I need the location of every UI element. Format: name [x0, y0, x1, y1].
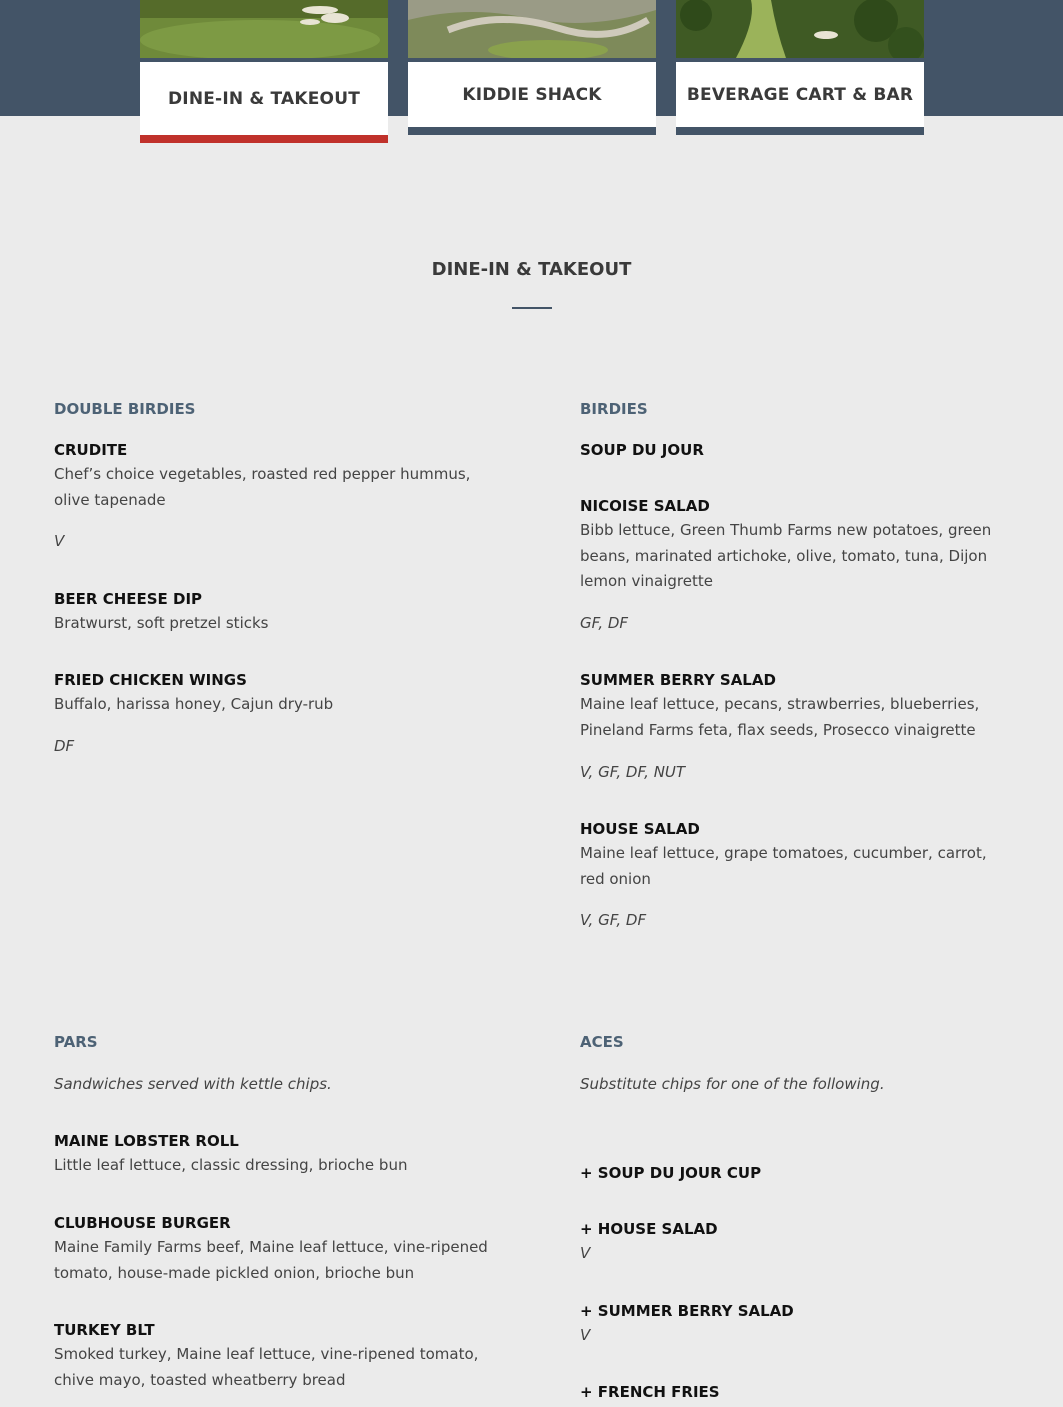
tab-label: DINE-IN & TAKEOUT	[167, 88, 361, 109]
menu-item-name: NICOISE SALAD	[580, 497, 710, 515]
dietary-tags: V, GF, DF, NUT	[580, 763, 686, 781]
menu-item-description: Smoked turkey, Maine leaf lettuce, vine-ripened tomato, chive mayo, toasted wheatberry bread	[54, 1345, 479, 1389]
dietary-tags: DF	[54, 737, 75, 755]
menu-item-name: MAINE LOBSTER ROLL	[54, 1132, 239, 1150]
tab-indicator	[676, 127, 924, 135]
menu-item-name: CLUBHOUSE BURGER	[54, 1214, 231, 1232]
dietary-tags: V, GF, DF	[580, 911, 647, 929]
menu-item-name: + HOUSE SALAD	[580, 1220, 718, 1238]
menu-item-name: SUMMER BERRY SALAD	[580, 671, 776, 689]
menu-item-description: Buffalo, harissa honey, Cajun dry-rub	[54, 695, 334, 713]
menu-item-name: SOUP DU JOUR	[580, 441, 704, 459]
menu-item-name: BEER CHEESE DIP	[54, 590, 203, 608]
menu-item-description: Maine Family Farms beef, Maine leaf lettuce, vine-ripened tomato, house-made pickled onion, brioche bun	[54, 1238, 488, 1282]
dietary-tags: V	[54, 532, 65, 550]
category-note: Sandwiches served with kettle chips.	[54, 1075, 332, 1093]
category-double-birdies: DOUBLE BIRDIES	[54, 400, 196, 418]
title-divider	[512, 307, 552, 309]
tab-beverage-cart-bar[interactable]	[676, 0, 924, 135]
menu-item-name: HOUSE SALAD	[580, 820, 700, 838]
tab-kiddie-shack[interactable]	[408, 0, 656, 135]
golf-course-thumbnail	[408, 0, 656, 58]
menu-item-name: CRUDITE	[54, 441, 128, 459]
category-birdies: BIRDIES	[580, 400, 648, 418]
menu-item-name: TURKEY BLT	[54, 1321, 155, 1339]
menu-item-description: Chef’s choice vegetables, roasted red pepper hummus, olive tapenade	[54, 465, 471, 509]
category-pars: PARS	[54, 1033, 98, 1051]
category-aces: ACES	[580, 1033, 624, 1051]
menu-item-name: FRIED CHICKEN WINGS	[54, 671, 247, 689]
category-note: Substitute chips for one of the following.	[580, 1075, 885, 1093]
tab-indicator	[408, 127, 656, 135]
menu-tabs	[140, 0, 924, 140]
menu-item-description: Maine leaf lettuce, grape tomatoes, cucumber, carrot, red onion	[580, 844, 987, 888]
menu-item-description: Little leaf lettuce, classic dressing, brioche bun	[54, 1156, 408, 1174]
menu-item-name: + SOUP DU JOUR CUP	[580, 1164, 762, 1182]
menu-item-name: + FRENCH FRIES	[580, 1383, 720, 1401]
menu-item-description: Bibb lettuce, Green Thumb Farms new potatoes, green beans, marinated artichoke, olive, tomato, tuna, Dijon lemon vinaigrette	[580, 521, 992, 590]
menu-item-name: + SUMMER BERRY SALAD	[580, 1302, 794, 1320]
golf-course-thumbnail	[676, 0, 924, 58]
menu-item-description: Maine leaf lettuce, pecans, strawberries, blueberries, Pineland Farms feta, flax seeds, Prosecco vinaigrette	[580, 695, 980, 739]
dietary-tags: GF, DF	[580, 614, 629, 632]
page-title: DINE-IN & TAKEOUT	[431, 259, 632, 280]
dietary-tags: V	[580, 1244, 591, 1262]
tab-label: KIDDIE SHACK	[462, 84, 602, 105]
dietary-tags: V	[580, 1326, 591, 1344]
tab-label: BEVERAGE CART & BAR	[686, 84, 914, 105]
golf-course-thumbnail	[140, 0, 388, 58]
tab-dine-in-takeout[interactable]	[140, 0, 388, 143]
menu-item-description: Bratwurst, soft pretzel sticks	[54, 614, 269, 632]
tab-active-indicator	[140, 135, 388, 143]
